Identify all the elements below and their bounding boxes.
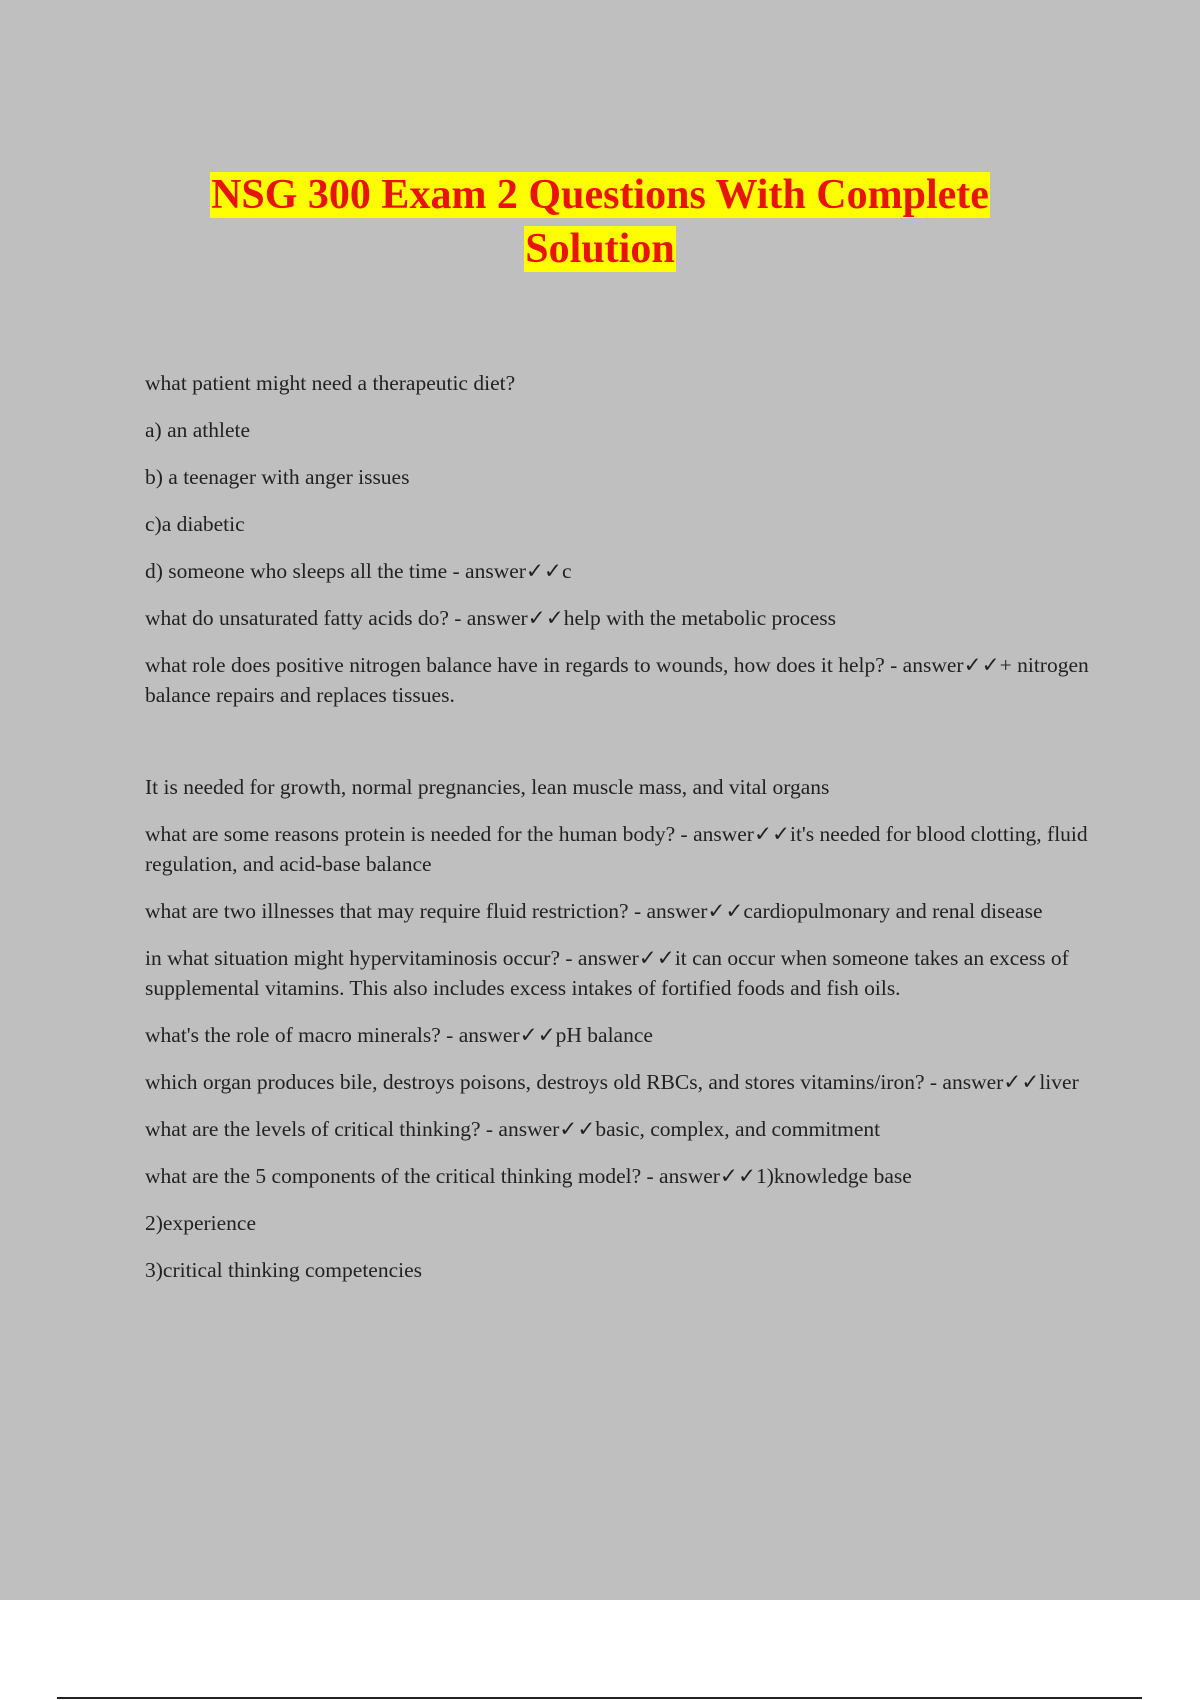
question-paragraph: which organ produces bile, destroys poisons, destroys old RBCs, and stores vitamins/iron? - answer✓✓liver — [145, 1070, 1079, 1094]
question-paragraph: what are two illnesses that may require fluid restriction? - answer✓✓cardiopulmonary and renal disease — [145, 899, 1043, 923]
page-title — [0, 168, 1200, 276]
answer-option: b) a teenager with anger issues — [145, 465, 410, 489]
question-paragraph: what are the levels of critical thinking? - answer✓✓basic, complex, and commitment — [145, 1117, 881, 1141]
document-body — [145, 368, 1095, 1302]
question-paragraph: in what situation might hypervitaminosis occur? - answer✓✓it can occur when someone takes an excess of supplemental vitamins. This also includes excess intakes of fortified foods and fish oils. — [145, 946, 1069, 1000]
title-line-1: NSG 300 Exam 2 Questions With Complete — [211, 172, 989, 218]
answer-option: c)a diabetic — [145, 512, 245, 536]
title-line-2: Solution — [525, 226, 675, 272]
question-paragraph: what are the 5 components of the critical thinking model? - answer✓✓1)knowledge base — [145, 1164, 912, 1188]
list-item: 2)experience — [145, 1211, 257, 1235]
answer-option: d) someone who sleeps all the time - answer✓✓c — [145, 559, 572, 583]
body-paragraph: It is needed for growth, normal pregnancies, lean muscle mass, and vital organs — [145, 775, 830, 799]
bottom-divider — [57, 1697, 1142, 1699]
question-paragraph: what's the role of macro minerals? - answer✓✓pH balance — [145, 1023, 653, 1047]
question-paragraph: what are some reasons protein is needed for the human body? - answer✓✓it's needed for blood clotting, fluid regulation, and acid-base balance — [145, 822, 1088, 876]
question-paragraph: what role does positive nitrogen balance have in regards to wounds, how does it help? - answer✓✓+ nitrogen balance repairs and replaces tissues. — [145, 653, 1089, 707]
answer-option: a) an athlete — [145, 418, 251, 442]
question-paragraph: what do unsaturated fatty acids do? - answer✓✓help with the metabolic process — [145, 606, 836, 630]
question-paragraph: what patient might need a therapeutic diet? — [145, 371, 516, 395]
list-item: 3)critical thinking competencies — [145, 1258, 423, 1282]
